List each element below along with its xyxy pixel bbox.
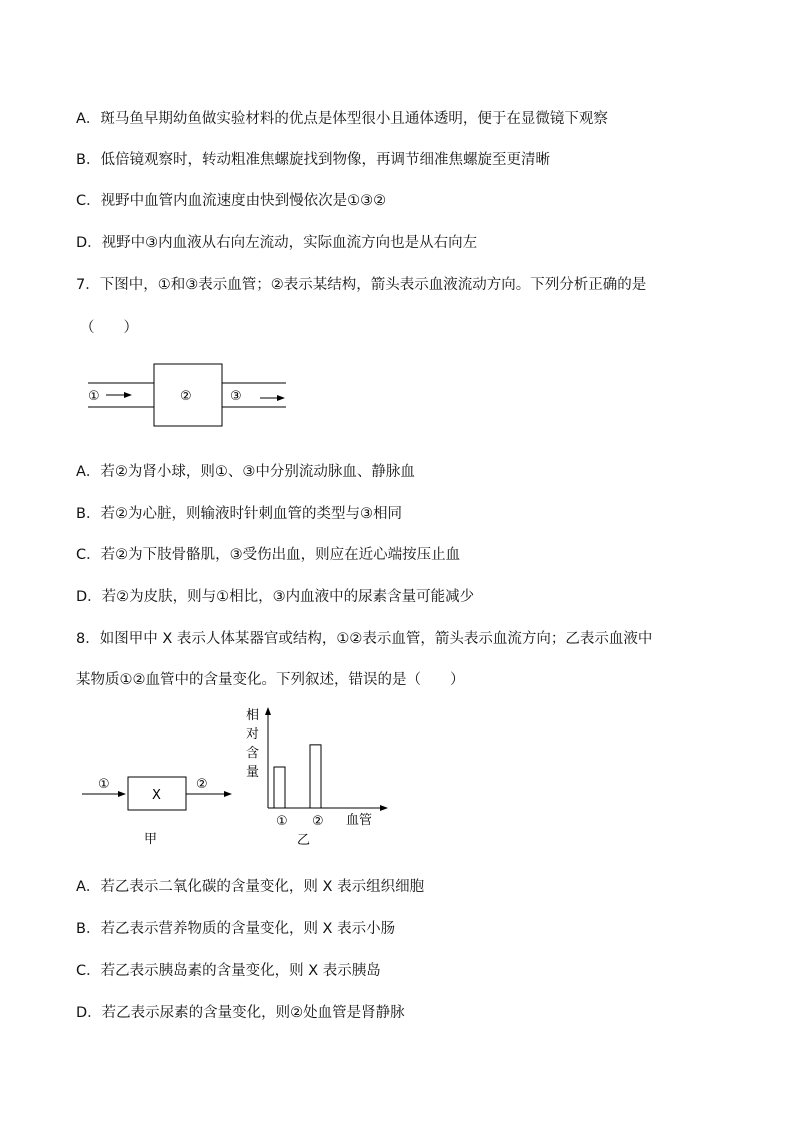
jia-arrow-in-head <box>118 791 126 797</box>
q7-label-out: ③ <box>230 389 242 404</box>
yi-ylabel-3: 含 <box>246 746 260 761</box>
yi-bar-vessel-1 <box>274 767 285 808</box>
q8-option-c: C．若乙表示胰岛素的含量变化，则 X 表示胰岛 <box>76 963 381 979</box>
jia-arrow-out-head <box>224 791 232 797</box>
q6-option-d: D．视野中③内血液从右向左流动，实际血流方向也是从右向左 <box>76 235 478 251</box>
yi-xlabel: 血管 <box>346 813 373 828</box>
q8-stem-line1: 8．如图甲中 X 表示人体某器官或结构，①②表示血管，箭头表示血流方向；乙表示血液中 <box>76 631 653 647</box>
q7-arrow-in-head <box>124 392 132 398</box>
q8-option-d: D．若乙表示尿素的含量变化，则②处血管是肾静脉 <box>76 1005 405 1021</box>
q7-option-c: C．若②为下肢骨骼肌，③受伤出血，则应在近心端按压止血 <box>76 547 461 563</box>
yi-bar-vessel-2 <box>310 745 321 808</box>
q6-option-a: A．斑马鱼早期幼鱼做实验材料的优点是体型很小且通体透明，便于在显微镜下观察 <box>76 111 608 127</box>
q8-figure <box>0 700 420 860</box>
yi-ylabel-2: 对 <box>246 727 260 742</box>
q8-stem-line2: 某物质①②血管中的含量变化。下列叙述，错误的是（ ） <box>76 672 465 688</box>
q6-option-c: C．视野中血管内血流速度由快到慢依次是①③② <box>76 193 387 209</box>
yi-caption: 乙 <box>297 833 311 848</box>
yi-tick-2: ② <box>312 814 324 829</box>
q7-label-box: ② <box>180 389 192 404</box>
q6-option-b: B．低倍镜观察时，转动粗准焦螺旋找到物像，再调节细准焦螺旋至更清晰 <box>76 152 550 168</box>
q7-option-d: D．若②为皮肤，则与①相比，③内血液中的尿素含量可能减少 <box>76 589 475 605</box>
jia-box-label: X <box>152 788 161 803</box>
jia-label-in: ① <box>98 777 110 792</box>
jia-label-out: ② <box>196 777 208 792</box>
yi-ylabel-1: 相 <box>246 708 260 723</box>
q7-figure <box>0 355 320 435</box>
q8-option-a: A．若乙表示二氧化碳的含量变化，则 X 表示组织细胞 <box>76 879 425 895</box>
q7-option-b: B．若②为心脏，则输液时针刺血管的类型与③相同 <box>76 506 402 522</box>
q7-stem: 7．下图中，①和③表示血管；②表示某结构，箭头表示血液流动方向。下列分析正确的是 <box>76 277 647 293</box>
yi-ylabel-4: 量 <box>246 765 260 780</box>
q7-label-in: ① <box>88 389 100 404</box>
q7-arrow-out-head <box>277 395 285 401</box>
yi-x-axis-head <box>380 805 388 811</box>
yi-tick-1: ① <box>276 814 288 829</box>
yi-y-axis-head <box>265 707 271 715</box>
q7-answer-paren: （ ） <box>80 320 138 336</box>
q7-option-a: A．若②为肾小球，则①、③中分别流动脉血、静脉血 <box>76 464 415 480</box>
q8-option-b: B．若乙表示营养物质的含量变化，则 X 表示小肠 <box>76 921 396 937</box>
jia-caption: 甲 <box>144 832 158 847</box>
